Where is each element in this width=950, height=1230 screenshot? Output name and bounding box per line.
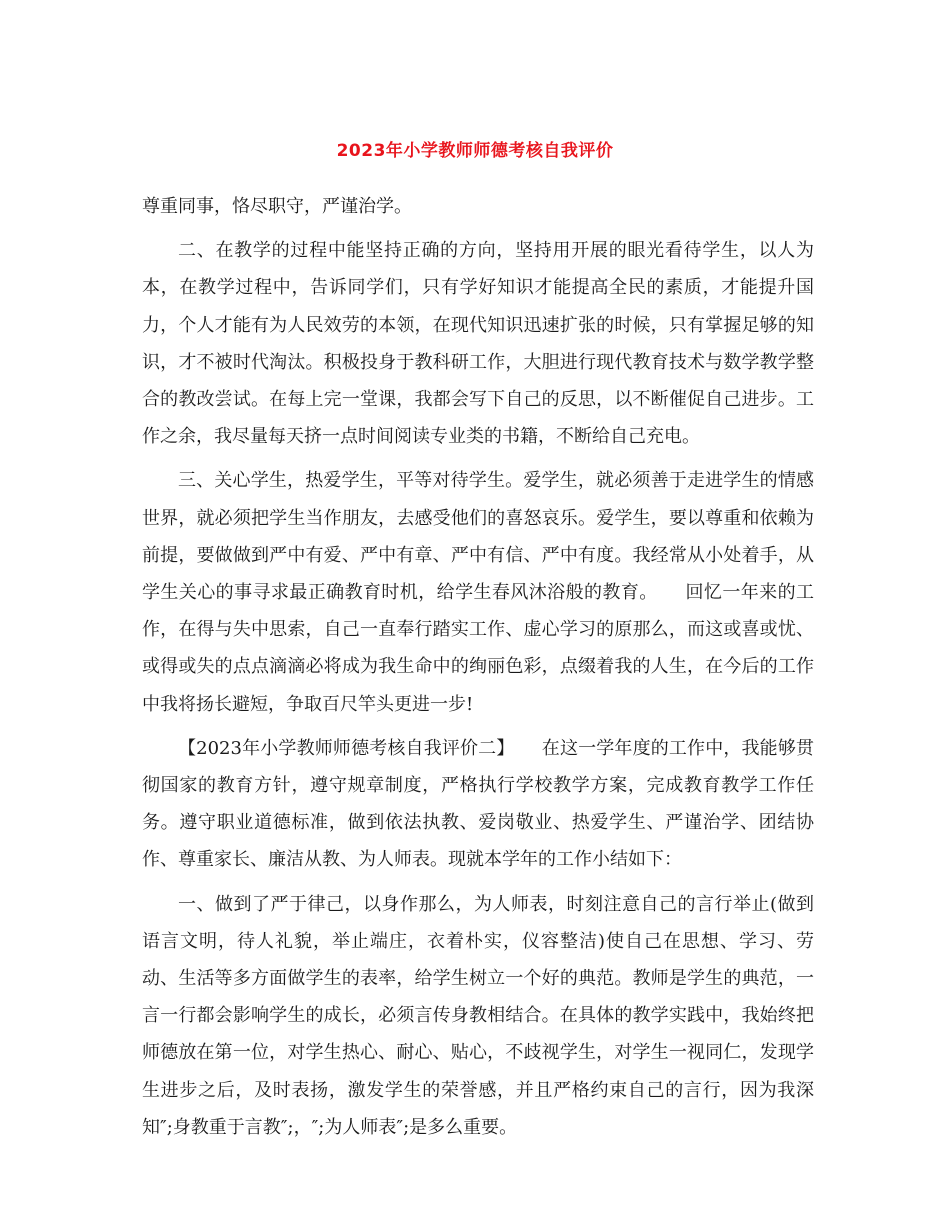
paragraph-section-two: 二、在教学的过程中能坚持正确的方向，坚持用开展的眼光看待学生，以人为本，在教学过程中，告诉同学们，只有学好知识才能提高全民的素质，才能提升国力，个人才能有为人民效劳的本领，在现代知识迅速扩张的时候，只有掌握足够的知识，才不被时代淘汰。积极投身于教科研工作，大胆进行现代教育技术与数学教学整合的教改尝试。在每上完一堂课，我都会写下自己的反思，以不断催促自己进步。工作之余，我尽量每天挤一点时间阅读专业类的书籍，不断给自己充电。	[142, 240, 814, 448]
document-title: 2023年小学教师师德考核自我评价	[336, 141, 614, 161]
paragraph-evaluation-two-intro: 【2023年小学教师师德考核自我评价二】 在这一学年度的工作中，我能够贯彻国家的教育方针，遵守规章制度，严格执行学校教学方案，完成教育教学工作任务。遵守职业道德标准，做到依法执教、爱岗敬业、热爱学生、严谨治学、团结协作、尊重家长、廉洁从教、为人师表。现就本学年的工作小结如下：	[142, 737, 814, 871]
paragraph-section-one: 一、做到了严于律己，以身作那么，为人师表，时刻注意自己的言行举止(做到语言文明，待人礼貌，举止端庄，衣着朴实，仪容整洁)使自己在思想、学习、劳动、生活等多方面做学生的表率，给学生树立一个好的典范。教师是学生的典范，一言一行都会影响学生的成长，必须言传身教相结合。在具体的教学实践中，我始终把师德放在第一位，对学生热心、耐心、贴心，不歧视学生，对学生一视同仁，发现学生进步之后，及时表扬，激发学生的荣誉感，并且严格约束自己的言行，因为我深知″;身教重于言教″;，″;为人师表″;是多么重要。	[142, 893, 814, 1138]
paragraph-continuation: 尊重同事，恪尽职守，严谨治学。	[142, 196, 412, 217]
document-body	[142, 188, 814, 1146]
paragraph-section-three: 三、关心学生，热爱学生，平等对待学生。爱学生，就必须善于走进学生的情感世界，就必须把学生当作朋友，去感受他们的喜怒哀乐。爱学生，要以尊重和依赖为前提，要做做到严中有爱、严中有章、严中有信、严中有度。我经常从小处着手，从学生关心的事寻求最正确教育时机，给学生春风沐浴般的教育。 回忆一年来的工作，在得与失中思索，自己一直奉行踏实工作、虚心学习的原那么，而这或喜或忧、或得或失的点点滴滴必将成为我生命中的绚丽色彩，点缀着我的人生，在今后的工作中我将扬长避短，争取百尺竿头更进一步!	[142, 470, 814, 715]
